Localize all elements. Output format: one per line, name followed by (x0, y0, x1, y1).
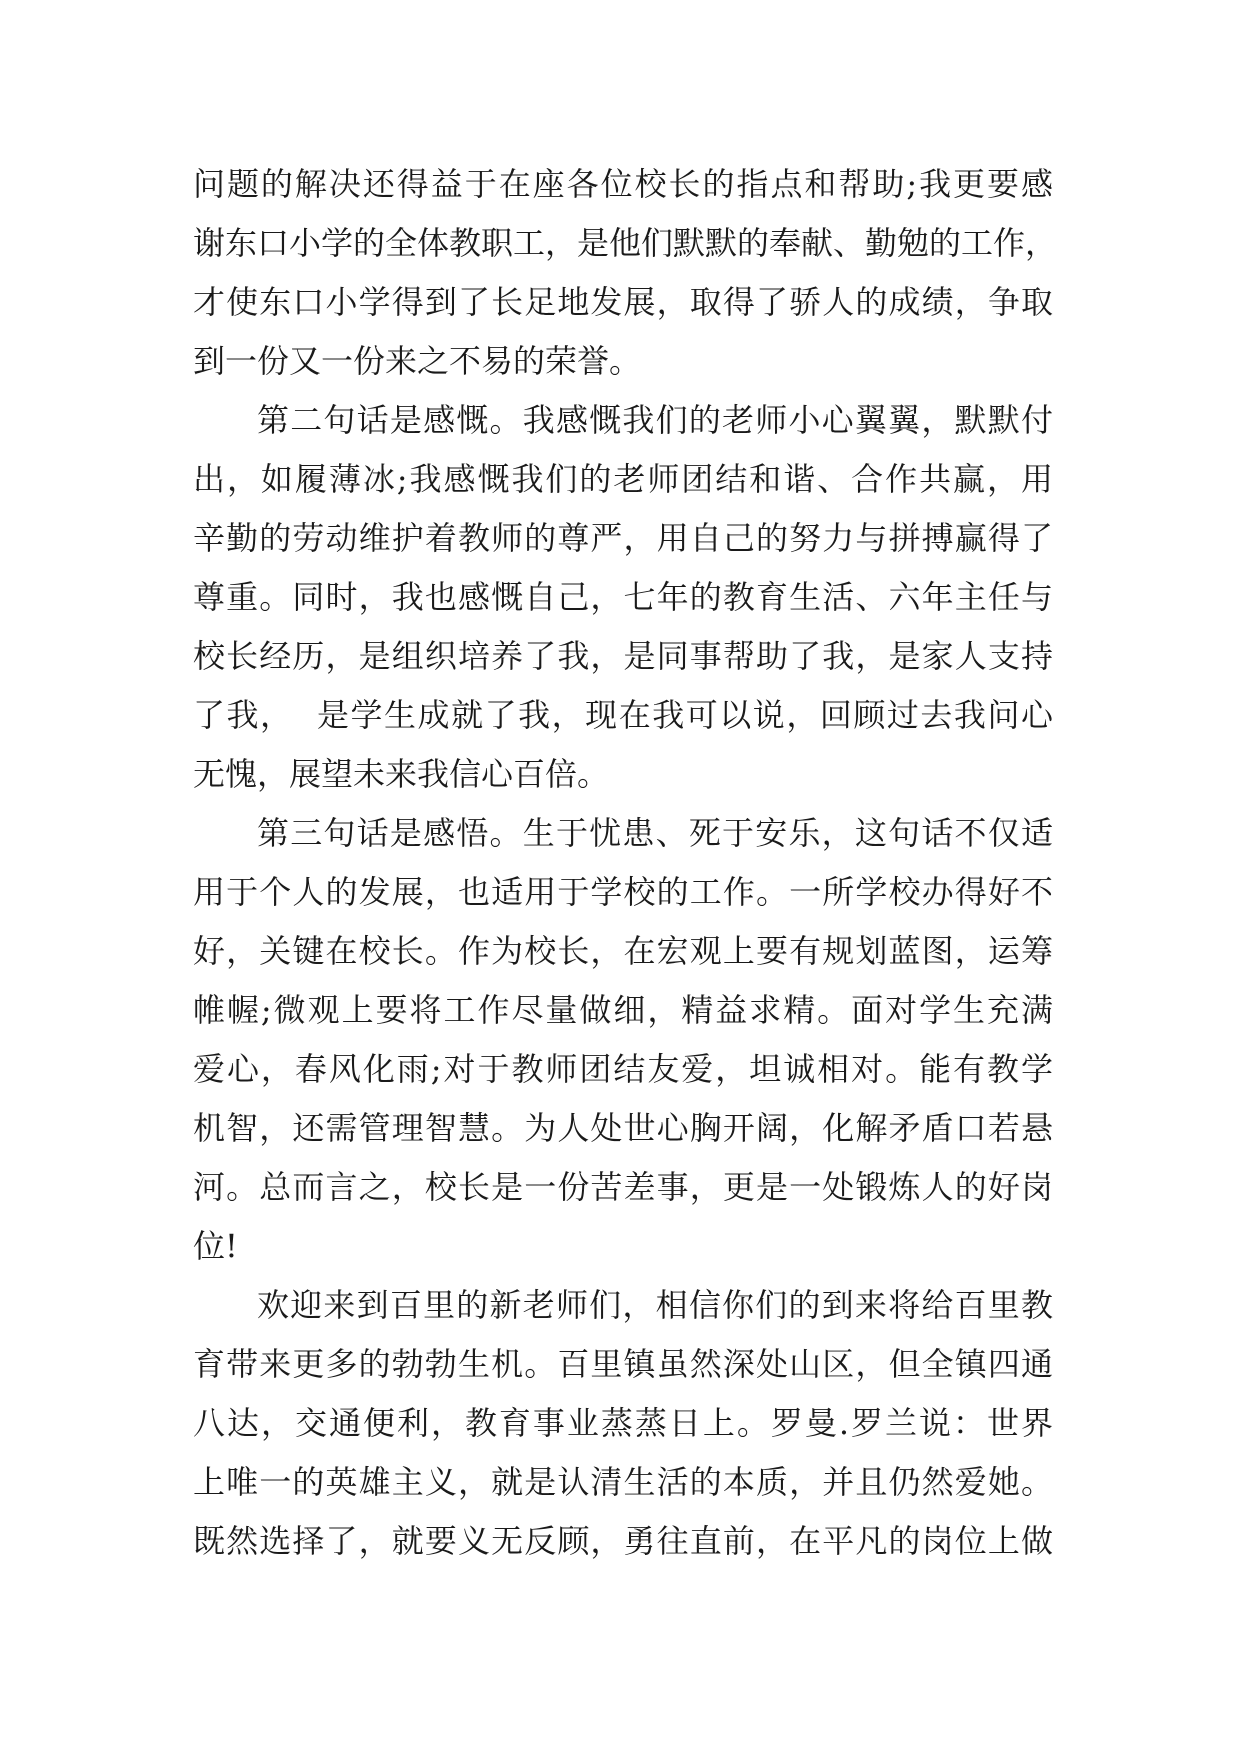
text-line: 谢东口小学的全体教职工，是他们默默的奉献、勤勉的工作， (193, 224, 1058, 262)
text-line: 尊重。同时，我也感慨自己，七年的教育生活、六年主任与 (193, 578, 1053, 616)
text-line: 问题的解决还得益于在座各位校长的指点和帮助;我更要感 (193, 165, 1053, 203)
text-line: 出，如履薄冰;我感慨我们的老师团结和谐、合作共赢，用 (193, 460, 1053, 498)
text-line: 才使东口小学得到了长足地发展，取得了骄人的成绩，争取 (193, 283, 1053, 321)
text-line: 校长经历，是组织培养了我，是同事帮助了我，是家人支持 (193, 637, 1053, 675)
text-line: 育带来更多的勃勃生机。百里镇虽然深处山区，但全镇四通 (193, 1345, 1053, 1383)
text-line: 到一份又一份来之不易的荣誉。 (193, 342, 642, 380)
text-line: 了我， 是学生成就了我，现在我可以说，回顾过去我问心 (193, 696, 1053, 734)
text-line: 好，关键在校长。作为校长，在宏观上要有规划蓝图，运筹 (193, 932, 1053, 970)
body-text (193, 155, 1058, 1571)
text-line: 上唯一的英雄主义，就是认清生活的本质，并且仍然爱她。 (193, 1463, 1053, 1501)
text-line: 河。总而言之，校长是一份苦差事，更是一处锻炼人的好岗 (193, 1168, 1053, 1206)
text-line: 机智，还需管理智慧。为人处世心胸开阔，化解矛盾口若悬 (193, 1109, 1053, 1147)
text-line: 位! (193, 1227, 238, 1265)
paragraph-first-line: 第二句话是感慨。我感慨我们的老师小心翼翼，默默付 (257, 401, 1053, 439)
paragraph-first-line: 第三句话是感悟。生于忧患、死于安乐，这句话不仅适 (257, 814, 1053, 852)
text-line: 既然选择了，就要义无反顾，勇往直前，在平凡的岗位上做 (193, 1522, 1053, 1560)
text-line: 八达，交通便利，教育事业蒸蒸日上。罗曼.罗兰说：世界 (193, 1404, 1053, 1442)
text-line: 辛勤的劳动维护着教师的尊严，用自己的努力与拼搏赢得了 (193, 519, 1053, 557)
text-line: 爱心，春风化雨;对于教师团结友爱，坦诚相对。能有教学 (193, 1050, 1053, 1088)
text-line: 用于个人的发展，也适用于学校的工作。一所学校办得好不 (193, 873, 1053, 911)
text-line: 无愧，展望未来我信心百倍。 (193, 755, 610, 793)
paragraph-first-line: 欢迎来到百里的新老师们，相信你们的到来将给百里教 (257, 1286, 1053, 1324)
text-line: 帷幄;微观上要将工作尽量做细，精益求精。面对学生充满 (193, 991, 1053, 1029)
